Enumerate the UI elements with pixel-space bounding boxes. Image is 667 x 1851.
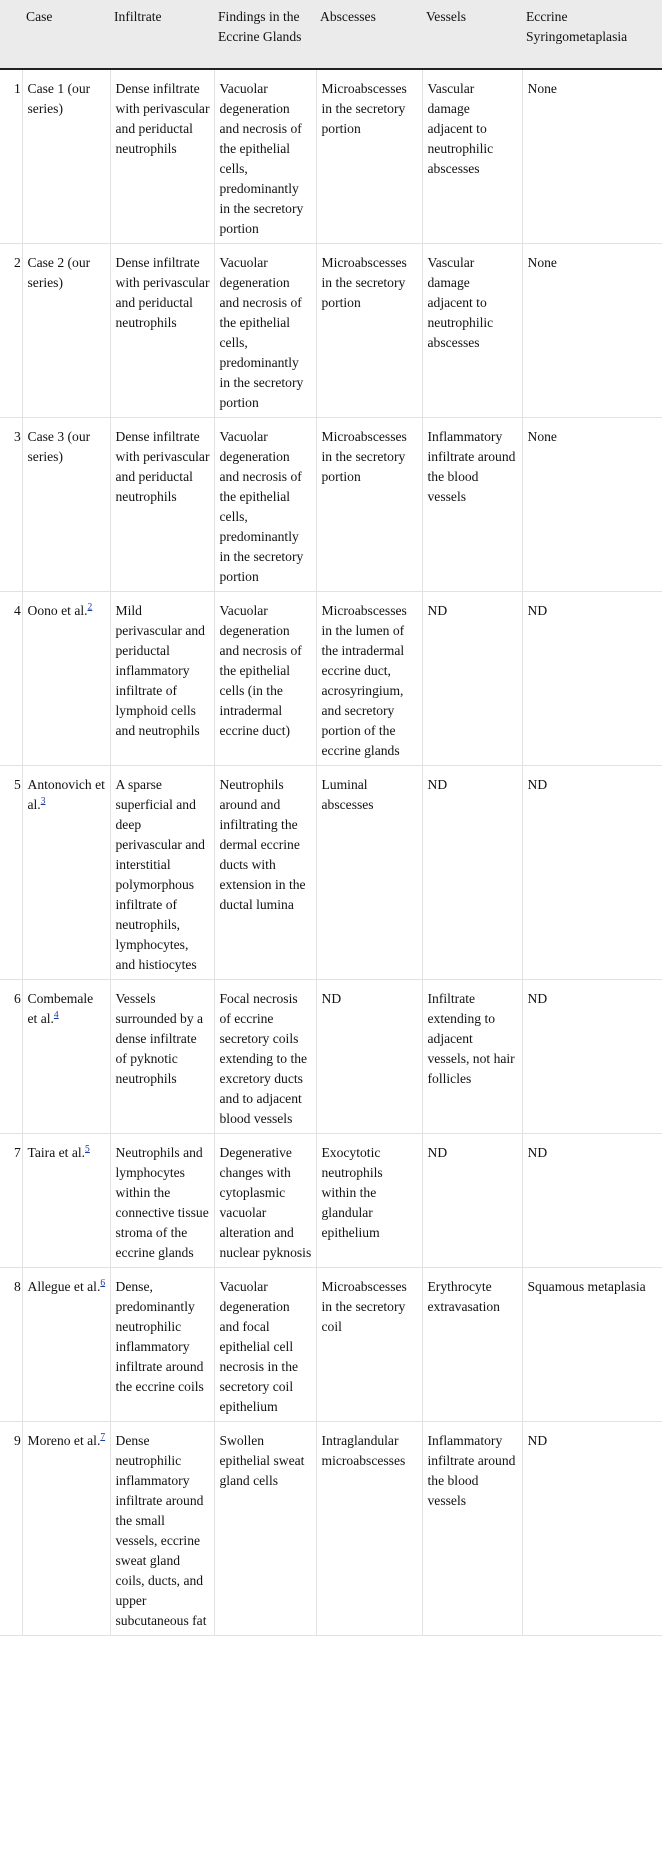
reference-link[interactable]: 7 [100, 1432, 106, 1443]
case-cell [22, 980, 110, 1134]
abscesses-cell: Microabscesses in the lumen of the intradermal eccrine duct, acrosyringium, and secretory portion of the eccrine glands [316, 592, 422, 766]
table-row [0, 1268, 662, 1422]
case-cell [22, 1134, 110, 1268]
case-name: Oono et al. [27, 603, 88, 618]
row-number: 2 [0, 244, 22, 418]
case-name: Case 3 (our series) [27, 429, 91, 464]
table-row [0, 244, 662, 418]
infiltrate-cell: Neutrophils and lymphocytes within the connective tissue stroma of the eccrine glands [110, 1134, 214, 1268]
findings-cell: Vacuolar degeneration and necrosis of the epithelial cells, predominantly in the secretory portion [214, 69, 316, 244]
findings-cell: Focal necrosis of eccrine secretory coils extending to the excretory ducts and to adjacent blood vessels [214, 980, 316, 1134]
case-name: Moreno et al. [27, 1433, 101, 1448]
reference-link[interactable]: 2 [87, 602, 93, 613]
reference-link[interactable]: 4 [53, 1010, 59, 1021]
row-number: 8 [0, 1268, 22, 1422]
table-row [0, 69, 662, 244]
row-number: 5 [0, 766, 22, 980]
case-name: Case 1 (our series) [27, 81, 91, 116]
case-name: Taira et al. [27, 1145, 86, 1160]
reference-link[interactable]: 3 [40, 796, 46, 807]
table-row [0, 766, 662, 980]
header-case: Case [22, 0, 110, 69]
row-number: 1 [0, 69, 22, 244]
vessels-cell: Vascular damage adjacent to neutrophilic abscesses [422, 69, 522, 244]
header-row [0, 0, 662, 69]
vessels-cell: Inflammatory infiltrate around the blood vessels [422, 1422, 522, 1636]
case-cell [22, 418, 110, 592]
case-name: Allegue et al. [27, 1279, 101, 1294]
vessels-cell: Vascular damage adjacent to neutrophilic abscesses [422, 244, 522, 418]
header-abscesses: Abscesses [316, 0, 422, 69]
case-cell [22, 766, 110, 980]
findings-cell: Degenerative changes with cytoplasmic vacuolar alteration and nuclear pyknosis [214, 1134, 316, 1268]
findings-cell: Vacuolar degeneration and necrosis of the epithelial cells, predominantly in the secretory portion [214, 244, 316, 418]
header-infiltrate: Infiltrate [110, 0, 214, 69]
case-cell [22, 1422, 110, 1636]
findings-cell: Vacuolar degeneration and necrosis of the epithelial cells, predominantly in the secretory portion [214, 418, 316, 592]
syringometaplasia-cell: ND [522, 1422, 662, 1636]
vessels-cell: Inflammatory infiltrate around the blood vessels [422, 418, 522, 592]
case-name: Antonovich et al. [27, 777, 105, 812]
infiltrate-cell: Vessels surrounded by a dense infiltrate of pyknotic neutrophils [110, 980, 214, 1134]
abscesses-cell: Microabscesses in the secretory coil [316, 1268, 422, 1422]
infiltrate-cell: Dense infiltrate with perivascular and periductal neutrophils [110, 244, 214, 418]
findings-cell: Neutrophils around and infiltrating the dermal eccrine ducts with extension in the ductal lumina [214, 766, 316, 980]
header-syringometaplasia: Eccrine Syringometaplasia [522, 0, 662, 69]
abscesses-cell: ND [316, 980, 422, 1134]
table-row [0, 980, 662, 1134]
vessels-cell: ND [422, 1134, 522, 1268]
reference-link[interactable]: 6 [100, 1278, 106, 1289]
header-number [0, 0, 22, 69]
table-header [0, 0, 662, 69]
syringometaplasia-cell: None [522, 69, 662, 244]
table-row [0, 418, 662, 592]
syringometaplasia-cell: Squamous metaplasia [522, 1268, 662, 1422]
vessels-cell: ND [422, 592, 522, 766]
infiltrate-cell: Dense infiltrate with perivascular and periductal neutrophils [110, 418, 214, 592]
syringometaplasia-cell: ND [522, 766, 662, 980]
syringometaplasia-cell: None [522, 244, 662, 418]
table-body [0, 69, 662, 1636]
header-vessels: Vessels [422, 0, 522, 69]
row-number: 9 [0, 1422, 22, 1636]
case-name: Case 2 (our series) [27, 255, 91, 290]
abscesses-cell: Microabscesses in the secretory portion [316, 69, 422, 244]
infiltrate-cell: Mild perivascular and periductal inflammatory infiltrate of lymphoid cells and neutrophils [110, 592, 214, 766]
abscesses-cell: Intraglandular microabscesses [316, 1422, 422, 1636]
table-row [0, 592, 662, 766]
infiltrate-cell: A sparse superficial and deep perivascular and interstitial polymorphous infiltrate of neutrophils, lymphocytes, and histiocytes [110, 766, 214, 980]
syringometaplasia-cell: None [522, 418, 662, 592]
findings-cell: Vacuolar degeneration and focal epithelial cell necrosis in the secretory coil epithelium [214, 1268, 316, 1422]
vessels-cell: Erythrocyte extravasation [422, 1268, 522, 1422]
syringometaplasia-cell: ND [522, 592, 662, 766]
findings-cell: Vacuolar degeneration and necrosis of the epithelial cells (in the intradermal eccrine duct) [214, 592, 316, 766]
row-number: 3 [0, 418, 22, 592]
vessels-cell: ND [422, 766, 522, 980]
findings-cell: Swollen epithelial sweat gland cells [214, 1422, 316, 1636]
table-row [0, 1422, 662, 1636]
row-number: 6 [0, 980, 22, 1134]
table-row [0, 1134, 662, 1268]
abscesses-cell: Microabscesses in the secretory portion [316, 418, 422, 592]
case-cell [22, 1268, 110, 1422]
header-findings: Findings in the Eccrine Glands [214, 0, 316, 69]
infiltrate-cell: Dense neutrophilic inflammatory infiltrate around the small vessels, eccrine sweat gland coils, ducts, and upper subcutaneous fat [110, 1422, 214, 1636]
syringometaplasia-cell: ND [522, 1134, 662, 1268]
abscesses-cell: Exocytotic neutrophils within the glandular epithelium [316, 1134, 422, 1268]
reference-link[interactable]: 5 [85, 1144, 90, 1155]
vessels-cell: Infiltrate extending to adjacent vessels, not hair follicles [422, 980, 522, 1134]
abscesses-cell: Microabscesses in the secretory portion [316, 244, 422, 418]
case-cell [22, 244, 110, 418]
row-number: 7 [0, 1134, 22, 1268]
case-cell [22, 69, 110, 244]
abscesses-cell: Luminal abscesses [316, 766, 422, 980]
infiltrate-cell: Dense, predominantly neutrophilic inflammatory infiltrate around the eccrine coils [110, 1268, 214, 1422]
case-name: Combemale et al. [27, 991, 94, 1026]
case-cell [22, 592, 110, 766]
row-number: 4 [0, 592, 22, 766]
infiltrate-cell: Dense infiltrate with perivascular and periductal neutrophils [110, 69, 214, 244]
syringometaplasia-cell: ND [522, 980, 662, 1134]
